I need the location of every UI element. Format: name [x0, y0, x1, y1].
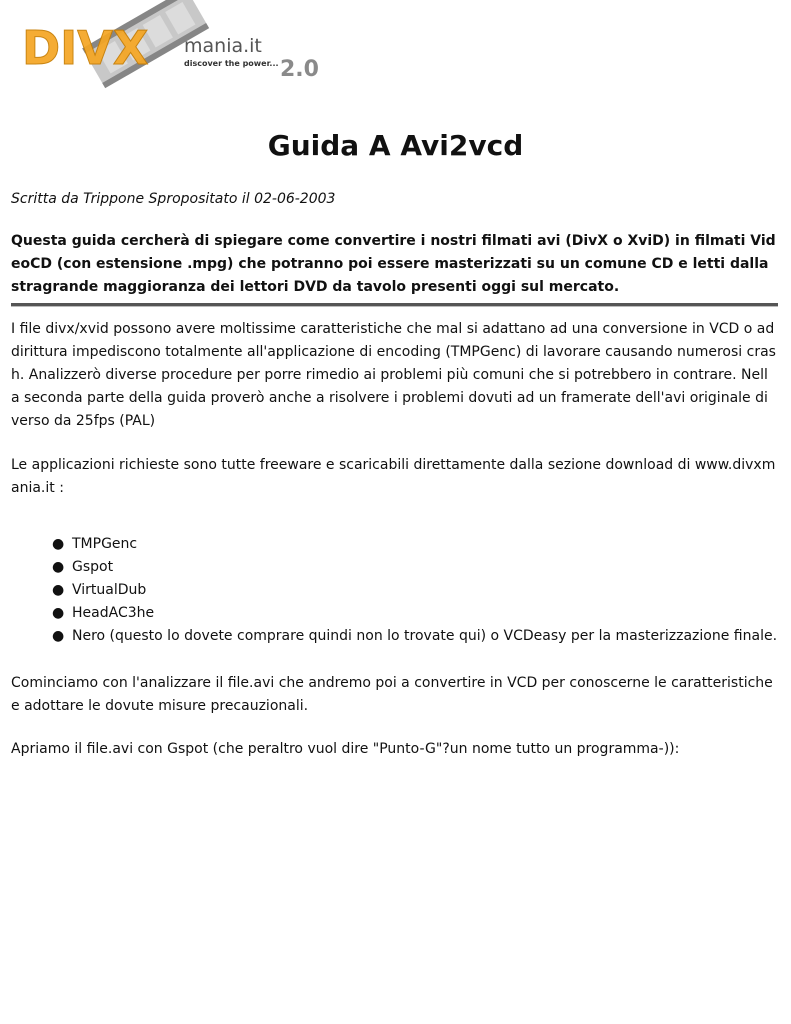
divxmania-logo-graphic — [18, 0, 328, 98]
list-item — [40, 602, 780, 625]
paragraph-file-issues: I file divx/xvid possono avere moltissime caratteristiche che mal si adattano ad una conversione in VCD o addirittura impediscono totalmente all'applicazione di encoding (TMPGenc) di lavorare causando numerosi crash. Analizzerò diverse procedure per porre rimedio ai problemi più comuni che si potrebbero in contrare. Nella seconda parte della guida proverò anche a risolvere i problemi dovuti ad un framerate dell'avi originale diverso da 25fps (PAL) — [11, 321, 776, 429]
list-item — [40, 625, 780, 648]
bullet-icon: ● — [52, 628, 65, 644]
paragraph-open-gspot: Apriamo il file.avi con Gspot (che peraltro vuol dire "Punto-G"?un nome tutto un programma-)): — [11, 741, 680, 757]
logo-brand: DIVX — [22, 21, 149, 75]
bullet-icon: ● — [52, 536, 65, 552]
site-logo[interactable] — [18, 0, 328, 98]
logo-version: 2.0 — [280, 57, 319, 82]
list-item — [40, 556, 780, 579]
paragraph-required-apps: Le applicazioni richieste sono tutte freeware e scaricabili direttamente dalla sezione download di www.divxmania.it : — [11, 457, 776, 496]
list-item-label: Nero (questo lo dovete comprare quindi non lo trovate qui) o VCDeasy per la masterizzazione finale. — [72, 628, 778, 644]
list-item — [40, 533, 780, 556]
article-intro: Questa guida cercherà di spiegare come convertire i nostri filmati avi (DivX o XviD) in filmati VideoCD (con estensione .mpg) che potranno poi essere masterizzati su un comune CD e letti dalla stragrande maggioranza dei lettori DVD da tavolo presenti oggi sul mercato. — [11, 233, 776, 295]
bullet-icon: ● — [52, 605, 65, 621]
list-item-label: TMPGenc — [72, 536, 138, 552]
list-item-label: VirtualDub — [72, 582, 147, 598]
paragraph-analyze-file: Cominciamo con l'analizzare il file.avi che andremo poi a convertire in VCD per conoscerne le caratteristiche e adottare le dovute misure precauzionali. — [11, 675, 773, 714]
bullet-icon: ● — [52, 559, 65, 575]
section-divider — [11, 303, 778, 307]
list-item-label: HeadAC3he — [72, 605, 155, 621]
logo-site: mania.it — [184, 35, 262, 57]
list-item-label: Gspot — [72, 559, 114, 575]
list-item — [40, 579, 780, 602]
article-byline: Scritta da Trippone Spropositato il 02-06-2003 — [11, 191, 336, 207]
bullet-icon: ● — [52, 582, 65, 598]
apps-list — [40, 533, 780, 648]
page-title: Guida A Avi2vcd — [267, 129, 524, 162]
logo-tagline: discover the power... — [184, 59, 279, 68]
